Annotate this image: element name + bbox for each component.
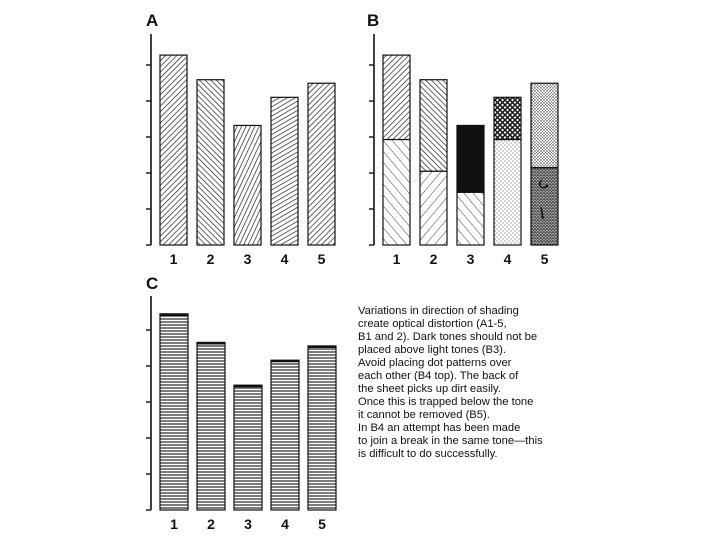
caption-line: B1 and 2). Dark tones should not be bbox=[358, 331, 538, 343]
bar-segment-2-upper bbox=[420, 80, 447, 171]
caption-line: Avoid placing dot patterns over bbox=[358, 357, 512, 369]
category-label-1: 1 bbox=[169, 251, 178, 267]
bar-segment-5-lower bbox=[531, 168, 558, 245]
category-label-5: 5 bbox=[540, 251, 549, 267]
panel-letter-a: A bbox=[146, 11, 159, 30]
caption-line: placed above light tones (B3). bbox=[358, 344, 507, 356]
bar-segment-4-lower bbox=[494, 140, 521, 246]
bar-4 bbox=[271, 97, 298, 245]
bar-3 bbox=[234, 125, 261, 245]
category-label-2: 2 bbox=[429, 251, 438, 267]
panel-a bbox=[146, 34, 335, 267]
category-label-3: 3 bbox=[466, 251, 475, 267]
bar-1 bbox=[160, 314, 188, 510]
panel-c bbox=[146, 296, 336, 532]
category-label-4: 4 bbox=[503, 251, 512, 267]
bar-2 bbox=[197, 342, 225, 510]
category-label-3: 3 bbox=[244, 516, 252, 532]
bar-segment-3-lower bbox=[457, 192, 484, 245]
bar-segment-2-lower bbox=[420, 171, 447, 245]
caption-line: Once this is trapped below the tone bbox=[358, 396, 534, 408]
category-label-5: 5 bbox=[317, 251, 326, 267]
caption-line: is difficult to do successfully. bbox=[358, 448, 498, 460]
bar-segment-1-upper bbox=[383, 55, 410, 139]
category-label-2: 2 bbox=[206, 251, 215, 267]
category-label-1: 1 bbox=[392, 251, 401, 267]
category-label-4: 4 bbox=[281, 516, 289, 532]
caption bbox=[358, 305, 568, 461]
bar-1 bbox=[160, 55, 187, 245]
category-label-1: 1 bbox=[170, 516, 178, 532]
panel-b bbox=[369, 34, 558, 267]
panel-letter-b: B bbox=[367, 11, 380, 30]
caption-line: each other (B4 top). The back of bbox=[358, 370, 519, 382]
panel-letter-c: C bbox=[146, 274, 159, 293]
bar-segment-3-upper bbox=[457, 125, 484, 192]
caption-line: the sheet picks up dirt easily. bbox=[358, 383, 501, 395]
bar-3 bbox=[234, 385, 262, 510]
caption-line: Variations in direction of shading bbox=[358, 305, 519, 317]
category-label-4: 4 bbox=[280, 251, 289, 267]
bar-4 bbox=[271, 360, 299, 510]
category-label-5: 5 bbox=[318, 516, 326, 532]
bar-5 bbox=[308, 83, 335, 245]
caption-line: In B4 an attempt has been made bbox=[358, 422, 521, 434]
category-label-3: 3 bbox=[243, 251, 252, 267]
bar-segment-4-upper bbox=[494, 97, 521, 139]
bar-segment-1-lower bbox=[383, 140, 410, 246]
caption-line: create optical distortion (A1-5, bbox=[358, 318, 507, 330]
category-label-2: 2 bbox=[207, 516, 215, 532]
caption-line: it cannot be removed (B5). bbox=[358, 409, 490, 421]
bar-2 bbox=[197, 80, 224, 245]
bar-segment-5-upper bbox=[531, 83, 558, 167]
bar-5 bbox=[308, 346, 336, 510]
caption-line: to join a break in the same tone—this bbox=[358, 435, 543, 447]
